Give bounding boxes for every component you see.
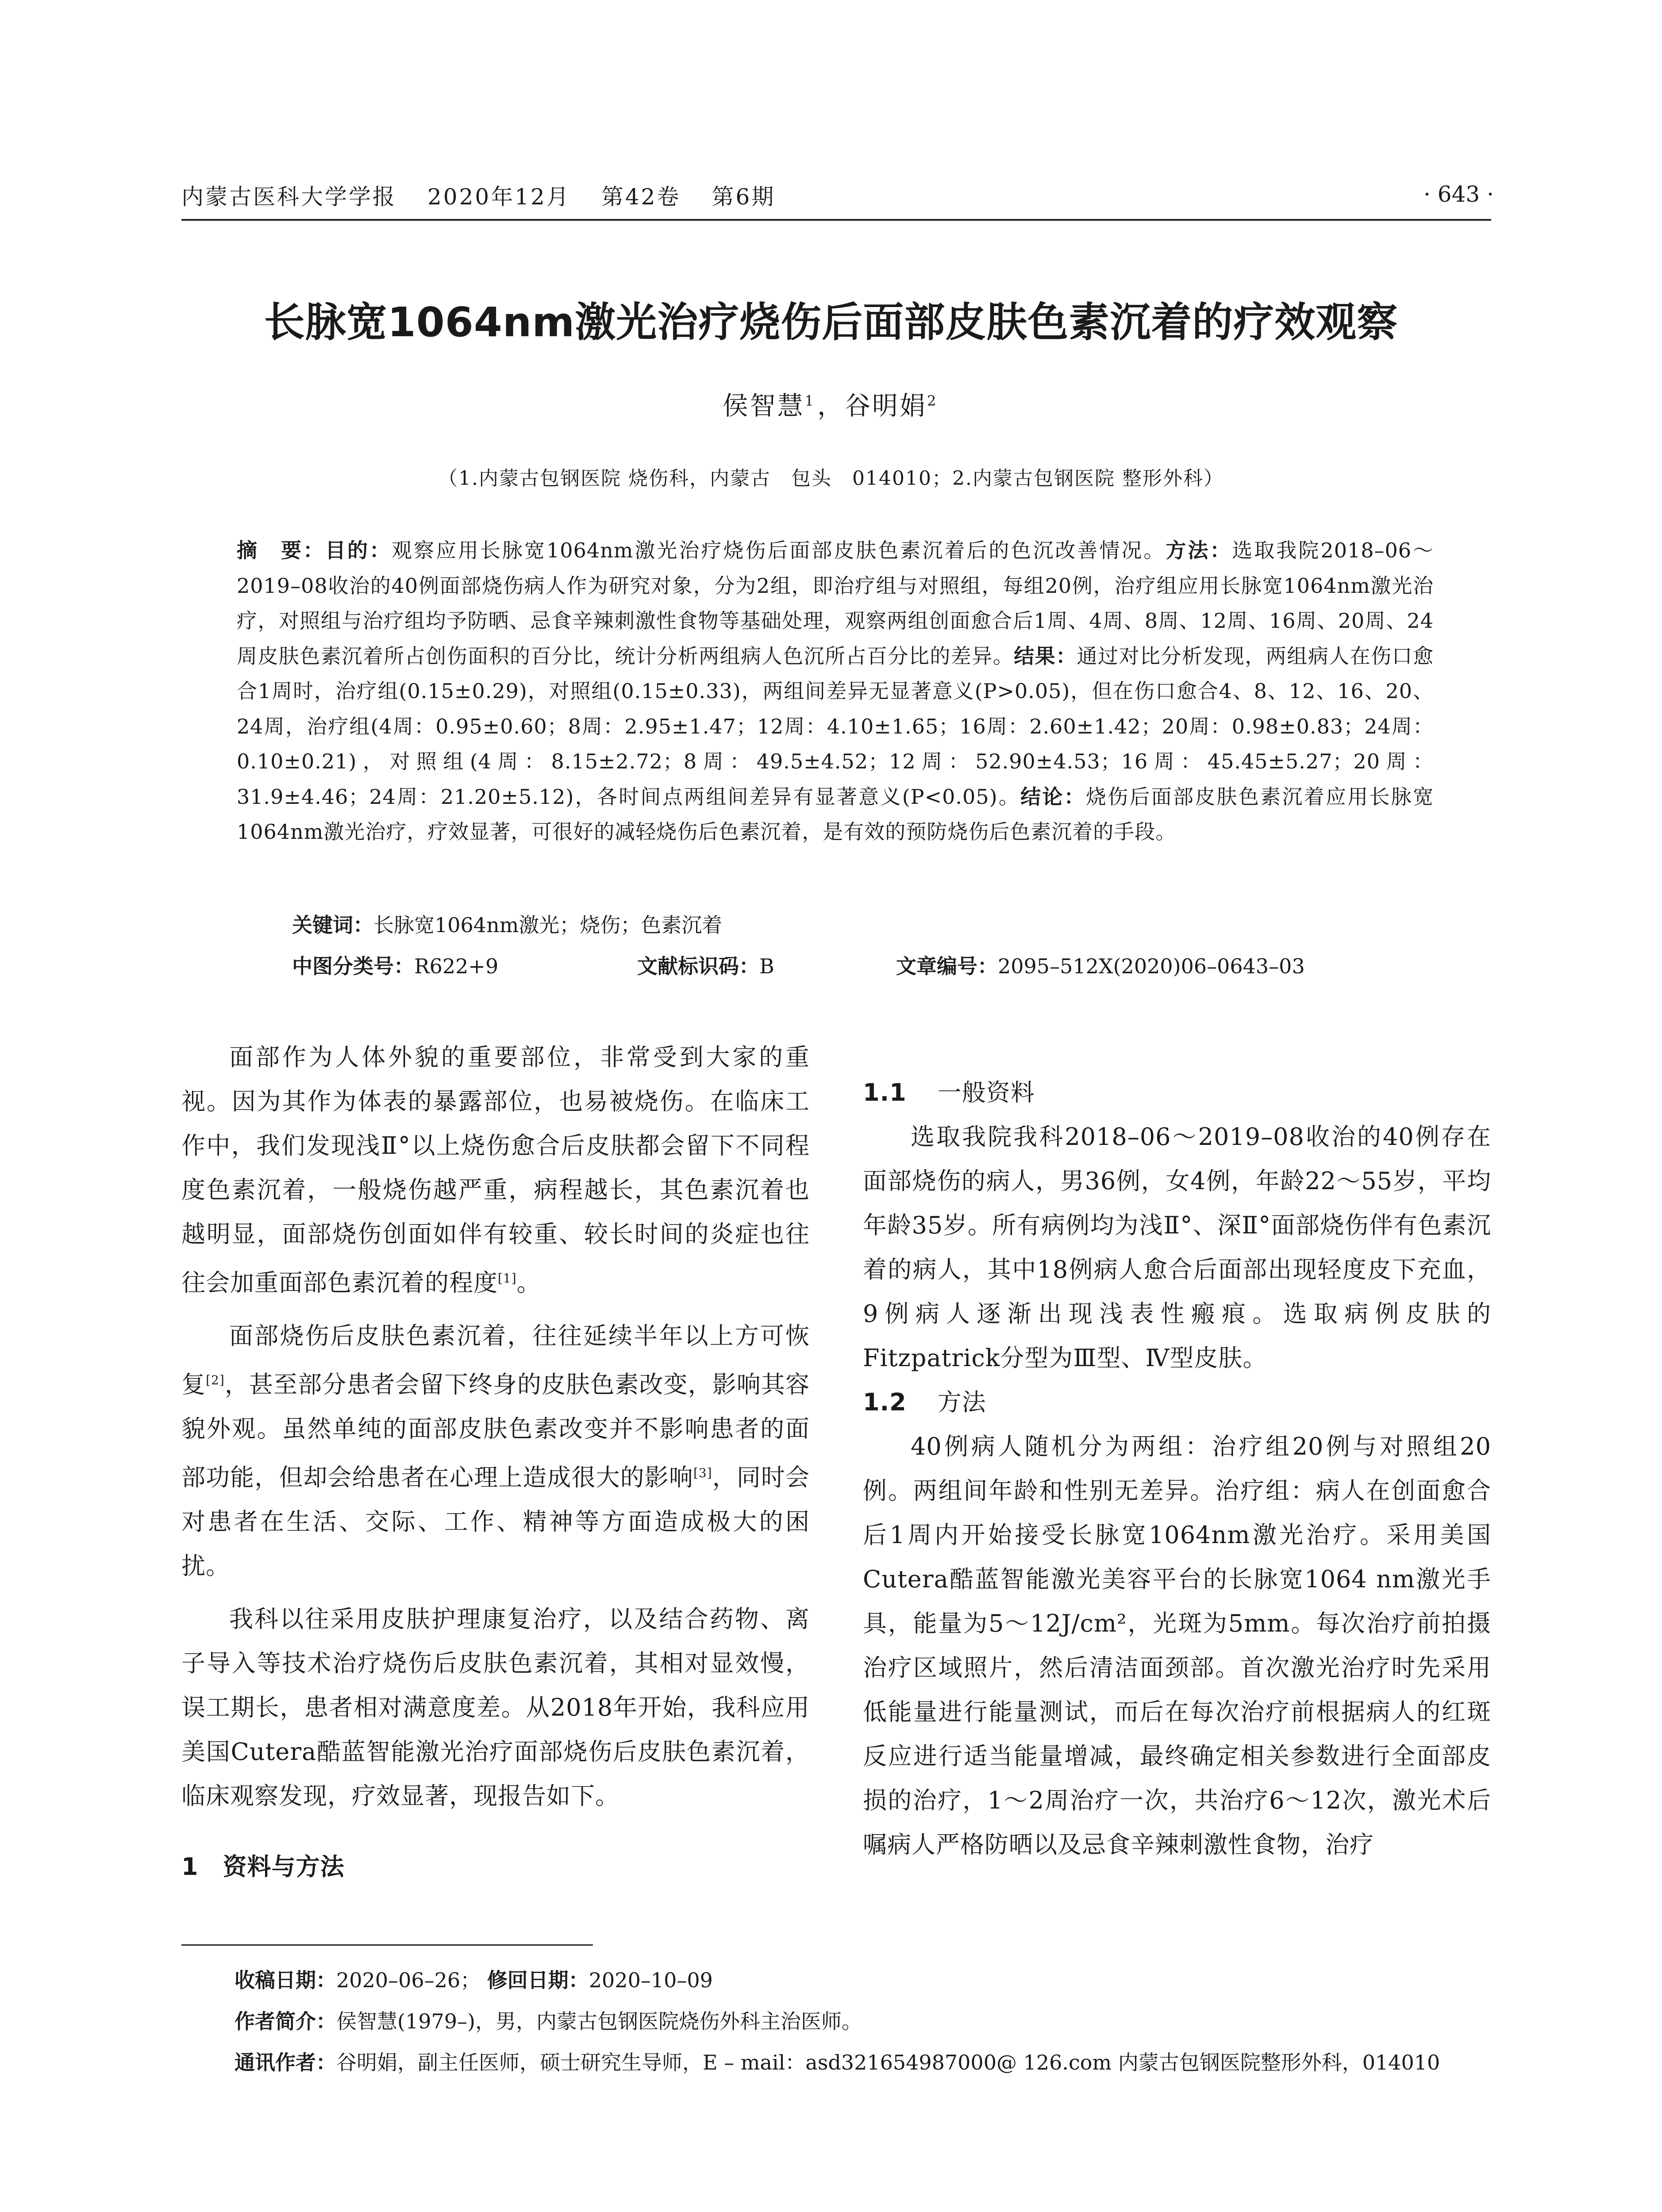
abstract bbox=[237, 533, 1434, 850]
abstract-label: 摘 要： bbox=[237, 538, 326, 562]
header-divider bbox=[181, 219, 1491, 221]
footnotes bbox=[235, 1960, 1496, 2083]
clc-code: 中图分类号：R622+9 bbox=[292, 954, 499, 978]
section-heading-1: 1 资料与方法 bbox=[181, 1853, 345, 1881]
dates-note: 收稿日期：2020–06–26； 修回日期：2020–10–09 bbox=[235, 1968, 713, 1992]
article-number: 文章编号：2095–512X(2020)06–0643–03 bbox=[896, 954, 1305, 978]
corresponding-author-note: 通讯作者：谷明娟，副主任医师，硕士研究生导师，E – mail：asd321654987000@ 126.com 内蒙古包钢医院整形外科，014010 bbox=[235, 2051, 1440, 2074]
author-2: 谷明娟 bbox=[845, 391, 927, 421]
issue-date: 2020年12月 bbox=[427, 184, 570, 210]
keywords bbox=[292, 909, 722, 938]
subsection-1-1-heading: 1.1 一般资料 bbox=[863, 1079, 1035, 1106]
left-column bbox=[181, 1035, 810, 1889]
author-1: 侯智慧 bbox=[722, 391, 805, 421]
doc-code: 文献标识码：B bbox=[637, 954, 774, 978]
subsection-1-1-paragraph: 选取我院我科2018–06～2019–08收治的40例存在面部烧伤的病人，男36例，女4例，年龄22～55岁，平均年龄35岁。所有病例均为浅Ⅱ°、深Ⅱ°面部烧伤伴有色素沉着的病人，其中18例病人愈合后面部出现轻度皮下充血，9例病人逐渐出现浅表性瘢痕。选取病例皮肤的Fitzpatrick分型为Ⅲ型、Ⅳ型皮肤。 bbox=[863, 1123, 1491, 1372]
article-title: 长脉宽1064nm激光治疗烧伤后面部皮肤色素沉着的疗效观察 bbox=[264, 299, 1398, 346]
author-1-affil-mark: 1 bbox=[804, 392, 816, 409]
citation-3: [3] bbox=[693, 1466, 712, 1480]
author-separator: ， bbox=[817, 391, 845, 421]
author-2-affil-mark: 2 bbox=[927, 392, 938, 409]
footnote-divider bbox=[181, 1944, 593, 1946]
page-number: · 643 · bbox=[1423, 181, 1494, 207]
conclusion-text: 烧伤后面部皮肤色素沉着应用长脉宽1064nm激光治疗，疗效显著，可很好的减轻烧伤后色素沉着，是有效的预防烧伤后色素沉着的手段。 bbox=[237, 784, 1434, 844]
result-text: 通过对比分析发现，两组病人在伤口愈合1周时，治疗组(0.15±0.29)，对照组(0.15±0.33)，两组间差异无显著意义(P>0.05)，但在伤口愈合4、8、12、16、20、24周，治疗组(4周：0.95±0.60；8周：2.95±1.47；12周：4.10±1.65；16周：2.60±1.42；20周：0.98±0.83；24周：0.10±0.21)，对照组(4周：8.15±2.72；8周：49.5±4.52；12周：52.90±4.53；16周：45.45±5.27；20周：31.9±4.46；24周：21.20±5.12)，各时间点两组间差异有显著意义(P<0.05)。 bbox=[237, 644, 1434, 809]
affiliation: （1.内蒙古包钢医院 烧伤科，内蒙古 包头 014010；2.内蒙古包钢医院 整形外科） bbox=[438, 467, 1224, 490]
keywords-label: 关键词： bbox=[292, 913, 373, 937]
citation-1: [1] bbox=[498, 1271, 517, 1286]
subsection-1-2-heading: 1.2 方法 bbox=[863, 1388, 986, 1416]
issue: 第6期 bbox=[712, 184, 776, 210]
method-label: 方法： bbox=[1166, 538, 1232, 562]
author-line bbox=[0, 385, 1662, 422]
result-label: 结果： bbox=[1014, 644, 1077, 668]
intro-paragraph-3: 我科以往采用皮肤护理康复治疗，以及结合药物、离子导入等技术治疗烧伤后皮肤色素沉着，其相对显效慢，误工期长，患者相对满意度差。从2018年开始，我科应用美国Cutera酷蓝智能激光治疗面部烧伤后皮肤色素沉着，临床观察发现，疗效显著，现报告如下。 bbox=[181, 1605, 810, 1810]
subsection-1-2-paragraph: 40例病人随机分为两组：治疗组20例与对照组20例。两组间年龄和性别无差异。治疗组：病人在创面愈合后1周内开始接受长脉宽1064nm激光治疗。采用美国Cutera酷蓝智能激光美容平台的长脉宽1064 nm激光手具，能量为5～12J/cm²，光斑为5mm。每次治疗前拍摄治疗区域照片，然后清洁面颈部。首次激光治疗时先采用低能量进行能量测试，而后在每次治疗前根据病人的红斑反应进行适当能量增减，最终确定相关参数进行全面部皮损的治疗，1～2周治疗一次，共治疗6～12次，激光术后嘱病人严格防晒以及忌食辛辣刺激性食物，治疗 bbox=[863, 1432, 1491, 1859]
purpose-text: 观察应用长脉宽1064nm激光治疗烧伤后面部皮肤色素沉着后的色沉改善情况。 bbox=[392, 538, 1166, 562]
right-column bbox=[863, 1071, 1491, 1867]
running-header bbox=[181, 179, 806, 211]
conclusion-label: 结论： bbox=[1020, 784, 1086, 809]
method-text: 选取我院2018–06～2019–08收治的40例面部烧伤病人作为研究对象，分为2组，即治疗组与对照组，每组20例，治疗组应用长脉宽1064nm激光治疗，对照组与治疗组均予防晒、忌食辛辣刺激性食物等基础处理，观察两组创面愈合后1周、4周、8周、12周、16周、20周、24周皮肤色素沉着所占创伤面积的百分比，统计分析两组病人色沉所占百分比的差异。 bbox=[237, 538, 1434, 668]
journal-name: 内蒙古医科大学学报 bbox=[181, 184, 396, 210]
intro-paragraph-1: 面部作为人体外貌的重要部位，非常受到大家的重视。因为其作为体表的暴露部位，也易被烧伤。在临床工作中，我们发现浅Ⅱ°以上烧伤愈合后皮肤都会留下不同程度色素沉着，一般烧伤越严重，病程越长，其色素沉着也越明显，面部烧伤创面如伴有较重、较长时间的炎症也往往会加重面部色素沉着的程度[1]。 bbox=[181, 1043, 810, 1297]
volume: 第42卷 bbox=[601, 184, 681, 210]
purpose-label: 目的： bbox=[325, 538, 392, 562]
intro-paragraph-2: 面部烧伤后皮肤色素沉着，往往延续半年以上方可恢复[2]，甚至部分患者会留下终身的皮肤色素改变，影响其容貌外观。虽然单纯的面部皮肤色素改变并不影响患者的面部功能，但却会给患者在心理上造成很大的影响[3]，同时会对患者在生活、交际、工作、精神等方面造成极大的困扰。 bbox=[181, 1322, 810, 1580]
citation-2: [2] bbox=[206, 1373, 225, 1387]
author-bio-note: 作者简介：侯智慧(1979–)，男，内蒙古包钢医院烧伤外科主治医师。 bbox=[235, 2009, 862, 2033]
keywords-value: 长脉宽1064nm激光；烧伤；色素沉着 bbox=[373, 913, 723, 937]
